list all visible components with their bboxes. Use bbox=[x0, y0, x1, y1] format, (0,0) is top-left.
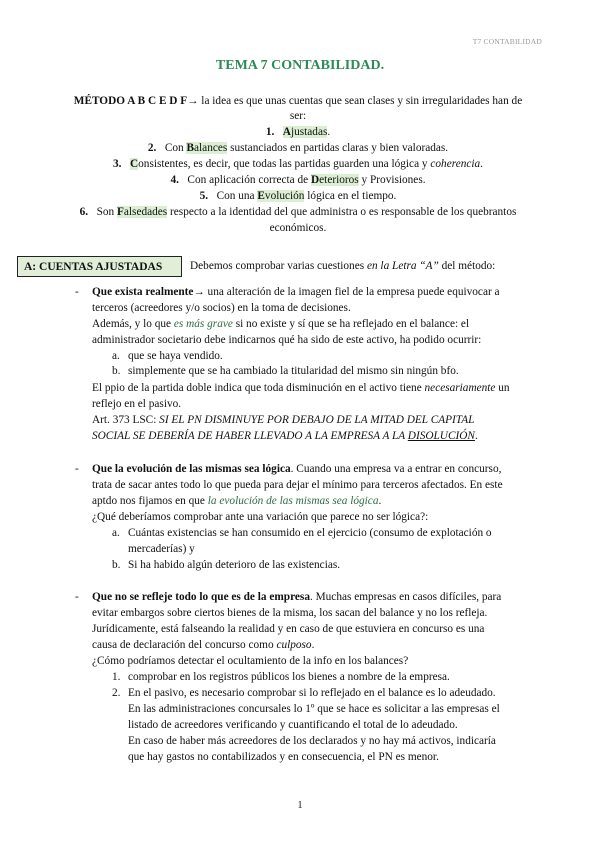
bullet2-line-1 bbox=[92, 462, 542, 477]
underlined-term: DISOLUCIÓN bbox=[407, 430, 475, 442]
section-a-box: A: CUENTAS AJUSTADAS bbox=[17, 256, 182, 277]
highlight bbox=[257, 190, 304, 202]
item-text: sustanciados en partidas claras y bien valoradas. bbox=[227, 142, 449, 154]
bullet-dash: - bbox=[75, 463, 79, 475]
bullet3-detail-4: que hay gastos no contabilizados y en consecuencia, el PN es menor. bbox=[128, 751, 439, 763]
bullet3-line-1 bbox=[92, 590, 542, 605]
bullet-dash: - bbox=[75, 286, 79, 298]
bullet2-line-2: trata de sacar antes todo lo que pueda para dejar el mínimo para terceros afectados. En este bbox=[92, 479, 503, 491]
method-item-5 bbox=[48, 189, 548, 204]
item-text: . bbox=[327, 126, 331, 138]
item-number: 2. bbox=[147, 142, 157, 154]
bullet1-line-5 bbox=[92, 381, 542, 396]
item-number: 6. bbox=[79, 206, 89, 218]
bullet2-sub-a-1: Cuántas existencias se han consumido en el ejercicio (consumo de explotación o bbox=[128, 527, 492, 539]
text: causa de declaración del concurso como bbox=[92, 639, 277, 651]
method-item-1 bbox=[48, 125, 548, 140]
bullet2-line-4: ¿Qué deberíamos comprobar ante una variación que parece no ser lógica?: bbox=[92, 511, 429, 523]
text: . bbox=[311, 639, 315, 651]
bullet2-line-3 bbox=[92, 494, 542, 509]
highlight-rest: alances bbox=[194, 142, 228, 154]
section-a-lead bbox=[190, 259, 495, 274]
bullet1-sub-a: que se haya vendido. bbox=[128, 350, 223, 362]
bullet1-line-8 bbox=[92, 429, 542, 444]
item-pre: Con una bbox=[216, 190, 258, 202]
text: . bbox=[378, 495, 382, 507]
sub-marker: b. bbox=[112, 559, 121, 571]
sub-marker: a. bbox=[112, 350, 120, 362]
italic-emphasis: culposo bbox=[276, 639, 312, 651]
bullet1-line-2: terceros (acreedores y/o socios) en la toma de decisiones. bbox=[92, 302, 351, 314]
bullet3-line-2: evitar embargos sobre ciertos bienes de la misma, los sacan del balance y no los refleja. bbox=[92, 607, 488, 619]
text: . Muchas empresas en casos difíciles, para bbox=[309, 591, 502, 603]
text: El ppio de la partida doble indica que toda disminución en el activo tiene bbox=[92, 382, 425, 394]
text: un bbox=[495, 382, 510, 394]
bullet3-num-1: comprobar en los registros públicos los bienes a nombre de la empresa. bbox=[128, 671, 450, 683]
text: si no existe y sí que se ha reflejado en el balance: el bbox=[232, 318, 470, 330]
initial-letter: F bbox=[117, 206, 124, 218]
method-item-6 bbox=[48, 205, 548, 220]
text: una alteración de la imagen fiel de la empresa puede equivocar a bbox=[204, 286, 500, 298]
italic-emphasis: es más grave bbox=[173, 318, 233, 330]
lead-italic: en la Letra “A” bbox=[366, 260, 439, 272]
italic-emphasis: la evolución de las mismas sea lógica bbox=[207, 495, 379, 507]
bullet2-title: Que la evolución de las mismas sea lógica bbox=[92, 463, 291, 475]
item-number: 5. bbox=[199, 190, 209, 202]
sub-marker: a. bbox=[112, 527, 120, 539]
bullet3-title: Que no se refleje todo lo que es de la empresa bbox=[92, 591, 310, 603]
method-item-2 bbox=[48, 141, 548, 156]
running-header: T7 CONTABILIDAD bbox=[472, 37, 542, 46]
bullet1-line-1 bbox=[92, 285, 542, 300]
sub-marker: b. bbox=[112, 365, 121, 377]
bullet3-line-5: ¿Cómo podríamos detectar el ocultamiento de la info en los balances? bbox=[92, 655, 409, 667]
bullet3-num-2: En el pasivo, es necesario comprobar si lo reflejado en el balance es lo adeudado. bbox=[128, 687, 496, 699]
bullet1-line-6: reflejo en el pasivo. bbox=[92, 398, 182, 410]
text: aptdo nos fijamos en que bbox=[92, 495, 208, 507]
item-pre: Con aplicación correcta de bbox=[187, 174, 311, 186]
item-text: respecto a la identidad del que administra o es responsable de los quebrantos bbox=[167, 206, 517, 218]
bullet3-detail-3: En caso de haber más acreedores de los declarados y no hay má activos, indicaría bbox=[128, 735, 496, 747]
arrow-icon: → bbox=[187, 95, 199, 107]
highlight-rest: eterioros bbox=[319, 174, 359, 186]
bullet3-detail-2: listado de acreedores verificando y cuantificando el total de lo adeudado. bbox=[128, 719, 458, 731]
method-item-4 bbox=[48, 173, 548, 188]
highlight bbox=[186, 142, 227, 154]
item-number: 3. bbox=[113, 158, 122, 170]
item-number: 4. bbox=[170, 174, 179, 186]
intro-line-1 bbox=[48, 94, 548, 109]
bullet2-sub-b: Si ha habido algún deterioro de las existencias. bbox=[128, 559, 341, 571]
item-number: 1. bbox=[265, 126, 275, 138]
item-pre: Con bbox=[164, 142, 187, 154]
item-text: lógica en el tiempo. bbox=[304, 190, 397, 202]
bullet1-line-4: administrador societario debe indicarnos qué ha sido de este activo, ha podido ocurrir: bbox=[92, 334, 482, 346]
initial-letter: E bbox=[257, 190, 265, 202]
bullet3-line-3: Jurídicamente, está falseando la realidad y en caso de que estuviera en concurso es una bbox=[92, 623, 485, 635]
num-marker: 2. bbox=[112, 687, 121, 699]
item-end: . bbox=[480, 158, 483, 170]
method-item-6-cont: económicos. bbox=[269, 222, 327, 234]
lead-text: Debemos comprobar varias cuestiones bbox=[190, 260, 367, 272]
highlight-rest: alsedades bbox=[123, 206, 168, 218]
bullet3-line-4 bbox=[92, 638, 542, 653]
intro-line-2: ser: bbox=[289, 110, 307, 122]
italic-emphasis: necesariamente bbox=[424, 382, 496, 394]
highlight-rest: volución bbox=[264, 190, 305, 202]
item-italic: coherencia bbox=[430, 158, 481, 170]
text: Art. 373 LSC: bbox=[92, 414, 160, 426]
bullet1-line-3 bbox=[92, 317, 542, 332]
highlight-rest: justadas bbox=[290, 126, 328, 138]
item-text: onsistentes, es decir, que todas las partidas guarden una lógica y bbox=[138, 158, 431, 170]
text: . Cuando una empresa va a entrar en concurso, bbox=[290, 463, 502, 475]
method-name: MÉTODO A B C E D F bbox=[73, 95, 188, 107]
bullet1-sub-b: simplemente que se ha cambiado la titularidad del mismo sin ningún bfo. bbox=[128, 365, 459, 377]
method-item-3 bbox=[48, 157, 548, 172]
italic-emphasis: SI EL PN DISMINUYE POR DEBAJO DE LA MITAD DEL CAPITAL bbox=[159, 414, 475, 426]
bullet2-sub-a-2: mercaderías) y bbox=[128, 543, 195, 555]
item-text: y Provisiones. bbox=[358, 174, 426, 186]
highlight bbox=[130, 158, 138, 170]
num-marker: 1. bbox=[112, 671, 121, 683]
initial-letter: C bbox=[129, 158, 139, 170]
bullet3-detail-1: En las administraciones concursales lo 1º que se hace es solicitar a las empresas el bbox=[128, 703, 500, 715]
page-number: 1 bbox=[297, 800, 303, 811]
italic-emphasis: SOCIAL SE DEBERÍA DE HABER LLEVADO A LA EMPRESA A LA bbox=[92, 430, 408, 442]
page-title: TEMA 7 CONTABILIDAD. bbox=[215, 58, 385, 73]
highlight bbox=[117, 206, 167, 218]
lead-end: del método: bbox=[438, 260, 496, 272]
text: . bbox=[474, 430, 478, 442]
bullet1-line-7 bbox=[92, 413, 542, 428]
bullet-dash: - bbox=[75, 591, 79, 603]
highlight bbox=[311, 174, 359, 186]
arrow-icon: → bbox=[193, 286, 205, 298]
intro-text: la idea es que unas cuentas que sean clases y sin irregularidades han de bbox=[198, 95, 523, 107]
initial-letter: D bbox=[311, 174, 320, 186]
initial-letter: B bbox=[186, 142, 195, 154]
text: Además, y lo que bbox=[92, 318, 174, 330]
initial-letter: A bbox=[282, 126, 291, 138]
highlight bbox=[282, 126, 331, 138]
item-pre: Son bbox=[96, 206, 117, 218]
bullet1-title: Que exista realmente bbox=[92, 286, 194, 298]
